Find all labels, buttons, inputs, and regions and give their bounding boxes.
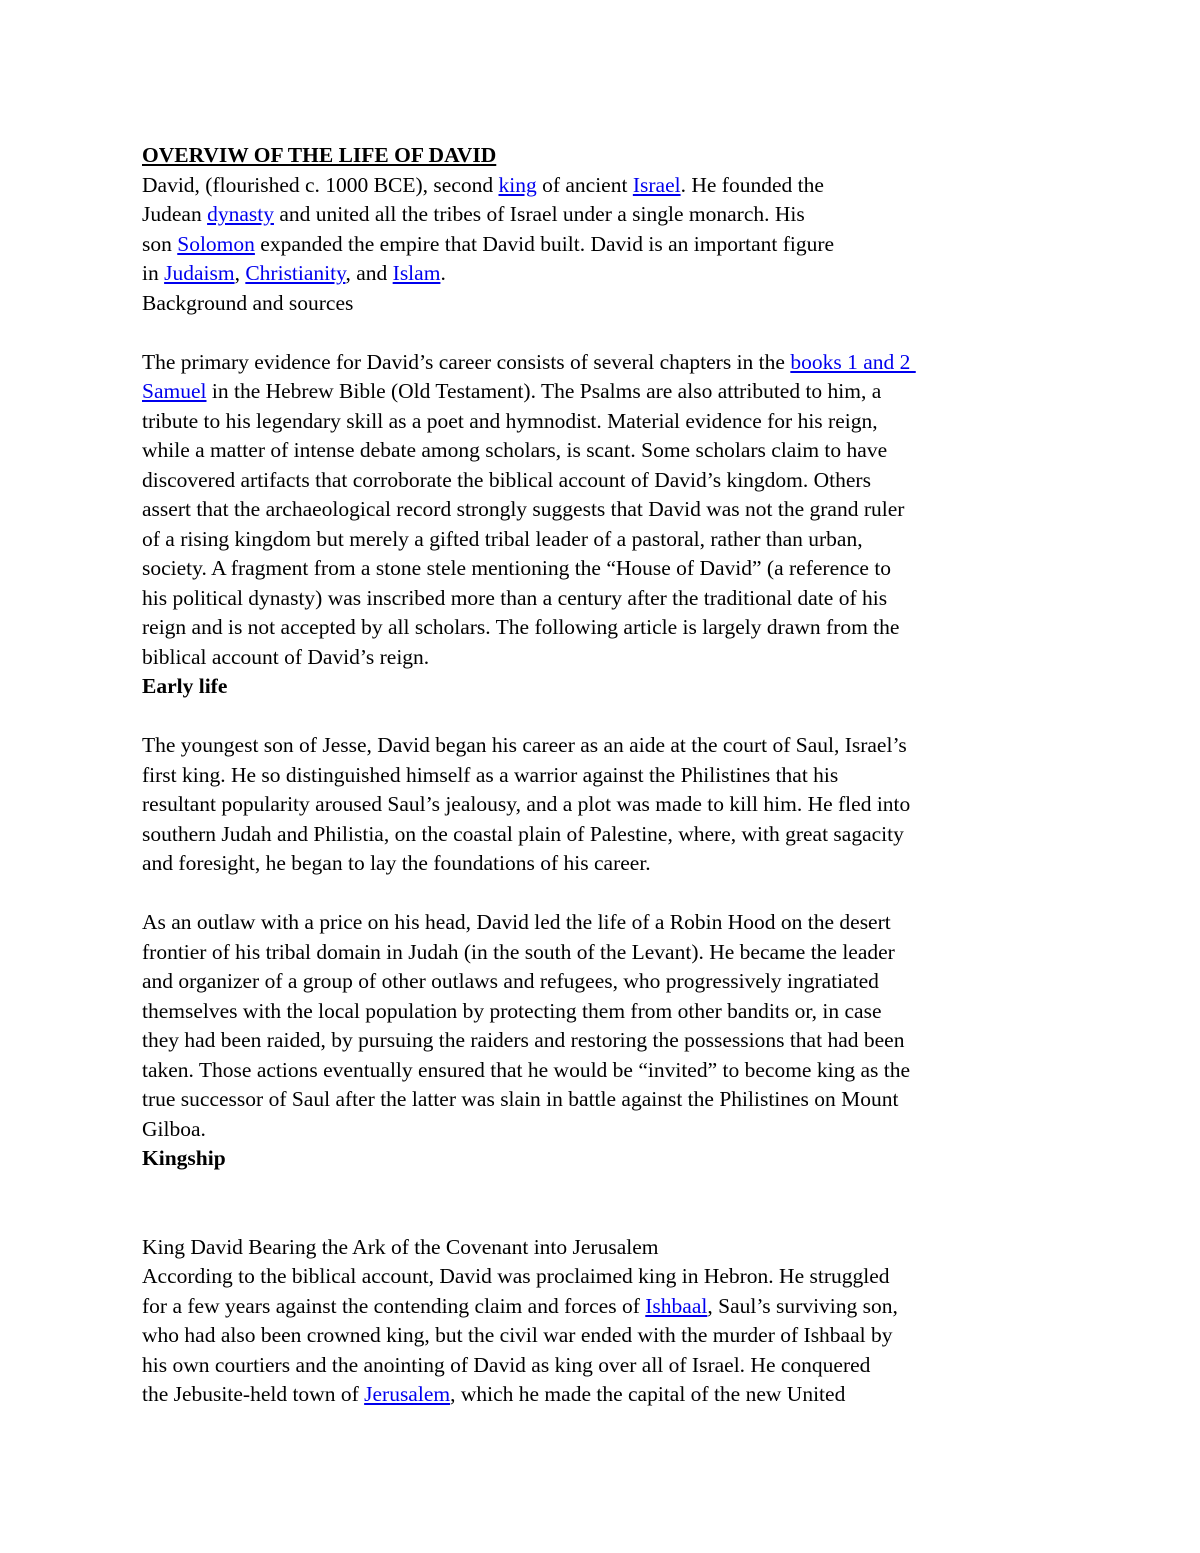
document-body	[142, 141, 1072, 1410]
link-jerusalem[interactable]: Jerusalem	[364, 1382, 451, 1406]
text-run: . He founded the	[680, 172, 824, 197]
text-run: for a few years against the contending claim and forces of	[142, 1293, 646, 1318]
background-line: tribute to his legendary skill as a poet and hymnodist. Material evidence for his reign,	[142, 408, 878, 433]
background-line: of a rising kingdom but merely a gifted tribal leader of a pastoral, rather than urban,	[142, 526, 863, 551]
text-run: , Saul’s surviving son,	[707, 1293, 898, 1318]
text-run: expanded the empire that David built. David is an important figure	[254, 231, 835, 256]
background-line: society. A fragment from a stone stele mentioning the “House of David” (a reference to	[142, 556, 892, 580]
early-life-line: and foresight, he began to lay the foundations of his career.	[142, 851, 651, 875]
intro-line	[142, 171, 1072, 201]
early-life-line: themselves with the local population by protecting them from other bandits or, in case	[142, 998, 882, 1023]
early-life-line: taken. Those actions eventually ensured that he would be “invited” to become king as the	[142, 1057, 910, 1082]
document-title: OVERVIW OF THE LIFE OF DAVID	[142, 143, 497, 167]
early-life-line: resultant popularity aroused Saul’s jealousy, and a plot was made to kill him. He fled into	[142, 792, 911, 816]
blank-line	[142, 879, 1072, 909]
kingship-line: According to the biblical account, David was proclaimed king in Hebron. He struggled	[142, 1264, 890, 1288]
blank-line	[142, 702, 1072, 732]
background-line: discovered artifacts that corroborate the biblical account of David’s kingdom. Others	[142, 467, 871, 492]
blank-line	[142, 1174, 1072, 1204]
link-books-1-and-2[interactable]: books 1 and 2	[790, 349, 916, 374]
early-life-line: Gilboa.	[142, 1116, 206, 1141]
link-ishbaal[interactable]: Ishbaal	[645, 1293, 708, 1318]
background-line: reign and is not accepted by all scholars. The following article is largely drawn from the	[142, 615, 900, 639]
text-run: ,	[234, 261, 246, 285]
early-life-line: As an outlaw with a price on his head, David led the life of a Robin Hood on the desert	[142, 910, 891, 934]
link-king[interactable]: king	[498, 172, 537, 197]
text-run: .	[440, 261, 446, 285]
text-run: son	[142, 231, 178, 256]
text-run: in the Hebrew Bible (Old Testament). The Psalms are also attributed to him, a	[206, 379, 882, 403]
intro-line	[142, 200, 1072, 230]
early-life-line: and organizer of a group of other outlaws and refugees, who progressively ingratiated	[142, 969, 879, 993]
blank-line	[142, 318, 1072, 348]
image-caption: King David Bearing the Ark of the Covenant into Jerusalem	[142, 1234, 659, 1259]
link-solomon[interactable]: Solomon	[177, 231, 255, 256]
link-samuel[interactable]: Samuel	[142, 379, 207, 403]
early-life-line: The youngest son of Jesse, David began his career as an aide at the court of Saul, Israel’s	[142, 733, 907, 757]
link-islam[interactable]: Islam	[392, 261, 441, 285]
kingship-line: his own courtiers and the anointing of David as king over all of Israel. He conquered	[142, 1352, 871, 1377]
link-christianity[interactable]: Christianity	[245, 261, 346, 285]
text-run: and united all the tribes of Israel under a single monarch. His	[273, 202, 805, 226]
background-line: while a matter of intense debate among scholars, is scant. Some scholars claim to have	[142, 438, 888, 462]
heading-early-life: Early life	[142, 674, 228, 698]
heading-background: Background and sources	[142, 290, 354, 315]
blank-line	[142, 1203, 1072, 1233]
background-line: assert that the archaeological record strongly suggests that David was not the grand ruler	[142, 497, 905, 521]
intro-line	[142, 259, 1072, 289]
text-run: Judean	[142, 202, 208, 226]
kingship-line	[142, 1380, 1072, 1410]
text-run: The primary evidence for David’s career consists of several chapters in the	[142, 349, 791, 374]
intro-line	[142, 230, 1072, 260]
link-dynasty[interactable]: dynasty	[207, 202, 274, 226]
early-life-line: true successor of Saul after the latter was slain in battle against the Philistines on Mount	[142, 1087, 899, 1111]
text-run: , which he made the capital of the new United	[450, 1382, 846, 1406]
background-line: his political dynasty) was inscribed more than a century after the traditional date of his	[142, 585, 888, 610]
text-run: David, (flourished c. 1000 BCE), second	[142, 172, 499, 197]
link-judaism[interactable]: Judaism	[164, 261, 235, 285]
background-line: biblical account of David’s reign.	[142, 644, 430, 669]
kingship-line	[142, 1292, 1072, 1322]
text-run: , and	[345, 261, 393, 285]
kingship-line: who had also been crowned king, but the civil war ended with the murder of Ishbaal by	[142, 1323, 893, 1347]
link-israel[interactable]: Israel	[632, 172, 681, 197]
heading-kingship: Kingship	[142, 1146, 226, 1170]
early-life-line: frontier of his tribal domain in Judah (in the south of the Levant). He became the leader	[142, 939, 895, 964]
background-line	[142, 377, 1072, 407]
text-run: the Jebusite-held town of	[142, 1382, 365, 1406]
early-life-line: first king. He so distinguished himself as a warrior against the Philistines that his	[142, 762, 839, 787]
text-run: of ancient	[536, 172, 633, 197]
early-life-line: they had been raided, by pursuing the raiders and restoring the possessions that had been	[142, 1028, 905, 1052]
early-life-line: southern Judah and Philistia, on the coastal plain of Palestine, where, with great sagacity	[142, 821, 904, 846]
text-run: in	[142, 261, 165, 285]
background-line	[142, 348, 1072, 378]
